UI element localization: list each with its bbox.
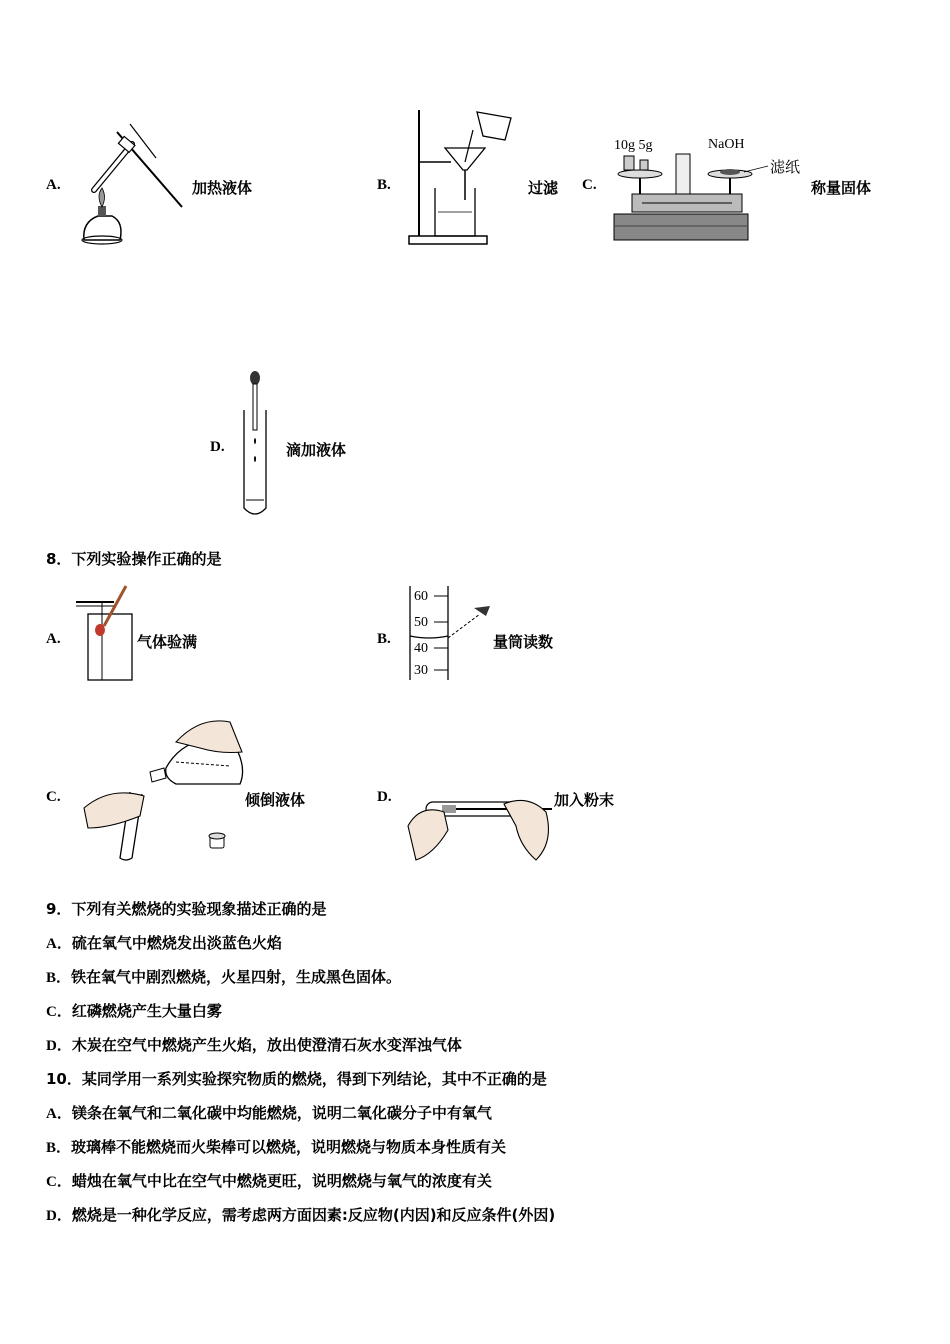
q7-option-b-caption: 过滤	[528, 179, 559, 197]
q10-option-d-text: 燃烧是一种化学反应，需考虑两方面因素:反应物(内因)和反应条件(外因)	[71, 1206, 556, 1224]
q9-option-a-text: 硫在氧气中燃烧发出淡蓝色火焰	[71, 934, 282, 952]
q8-option-a-letter: A.	[46, 631, 61, 647]
q8-stem: 8．下列实验操作正确的是	[46, 550, 222, 568]
q8-option-d-caption: 加入粉末	[554, 791, 615, 809]
naoh-label: NaOH	[708, 137, 745, 152]
q9-stem: 9．下列有关燃烧的实验现象描述正确的是	[46, 900, 327, 918]
filtration-figure	[405, 100, 525, 248]
scale-60: 60	[414, 589, 428, 604]
pouring-liquid-figure	[80, 712, 250, 862]
q9-option-c-letter: C．	[46, 1004, 72, 1020]
q8-option-a-caption: 气体验满	[137, 633, 198, 651]
q7-option-c-letter: C.	[582, 177, 597, 193]
cylinder-reading-figure	[406, 584, 502, 684]
q9-option-d-letter: D．	[46, 1038, 72, 1054]
q10-option-d	[46, 1204, 555, 1225]
q7-option-d-caption: 滴加液体	[286, 441, 347, 459]
q7-option-c-caption: 称量固体	[811, 179, 872, 197]
q10-option-a	[46, 1102, 492, 1123]
q8-option-d-letter: D.	[377, 789, 392, 805]
q10-option-d-letter: D．	[46, 1208, 72, 1224]
q10-option-a-text: 镁条在氧气和二氧化碳中均能燃烧，说明二氧化碳分子中有氧气	[71, 1104, 492, 1122]
q10-option-b-letter: B．	[46, 1140, 72, 1156]
weights-label: 10g 5g	[614, 138, 653, 153]
q9-option-b	[46, 966, 401, 987]
adding-powder-figure	[404, 790, 554, 864]
filter-paper-label: 滤纸	[770, 158, 801, 176]
q9-option-a	[46, 932, 282, 953]
q9-option-b-text: 铁在氧气中剧烈燃烧，火星四射，生成黑色固体。	[71, 968, 402, 986]
q9-option-b-letter: B．	[46, 970, 72, 986]
q7-option-a-caption: 加热液体	[192, 179, 253, 197]
q10-option-c-letter: C．	[46, 1174, 72, 1190]
q7-option-d-letter: D.	[210, 439, 225, 455]
q10-stem: 10．某同学用一系列实验探究物质的燃烧，得到下列结论，其中不正确的是	[46, 1070, 547, 1088]
q8-option-b-letter: B.	[377, 631, 391, 647]
q8-option-b-caption: 量筒读数	[493, 633, 554, 651]
scale-40: 40	[414, 641, 428, 656]
q8-option-c-letter: C.	[46, 789, 61, 805]
q9-option-c-text: 红磷燃烧产生大量白雾	[71, 1002, 222, 1020]
q7-option-b-letter: B.	[377, 177, 391, 193]
q10-option-b	[46, 1136, 506, 1157]
q10-option-c-text: 蜡烛在氧气中比在空气中燃烧更旺，说明燃烧与氧气的浓度有关	[71, 1172, 492, 1190]
q10-option-a-letter: A．	[46, 1106, 72, 1122]
q9-option-d-text: 木炭在空气中燃烧产生火焰，放出使澄清石灰水变浑浊气体	[71, 1036, 462, 1054]
q7-option-a-letter: A.	[46, 177, 61, 193]
q10-option-b-text: 玻璃棒不能燃烧而火柴棒可以燃烧，说明燃烧与物质本身性质有关	[71, 1138, 507, 1156]
q10-option-c	[46, 1170, 492, 1191]
q9-option-a-letter: A．	[46, 936, 72, 952]
scale-50: 50	[414, 615, 428, 630]
balance-figure	[612, 134, 810, 246]
scale-30: 30	[414, 663, 428, 678]
heating-liquid-figure	[72, 112, 192, 247]
dropper-figure	[240, 370, 270, 520]
gas-full-test-figure	[74, 582, 138, 686]
q9-option-c	[46, 1000, 222, 1021]
q8-option-c-caption: 倾倒液体	[245, 791, 306, 809]
q9-option-d	[46, 1034, 462, 1055]
